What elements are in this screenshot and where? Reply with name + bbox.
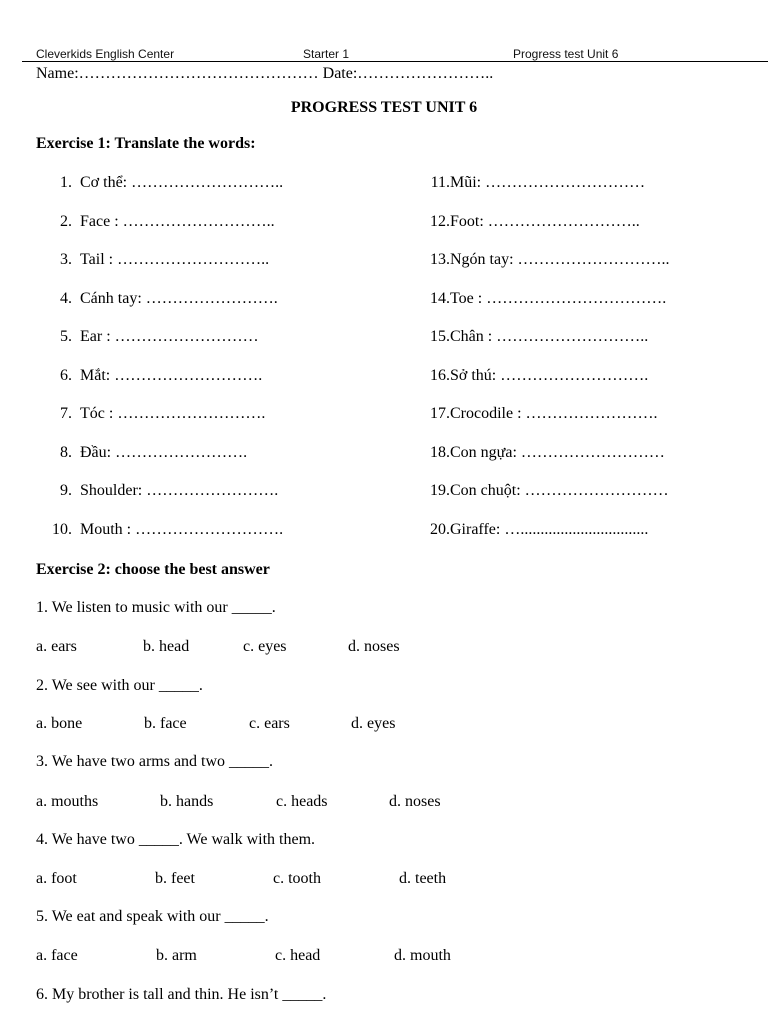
vocab-word: Tail : ………………………..: [80, 251, 270, 268]
page-title: PROGRESS TEST UNIT 6: [290, 99, 478, 116]
vocab-item: [428, 290, 666, 308]
vocab-word: Giraffe: …................................: [450, 520, 649, 538]
answer-option: c. eyes: [243, 638, 287, 655]
vocab-number: 20.: [430, 520, 450, 538]
vocab-item: [428, 328, 648, 346]
answer-option: c. tooth: [273, 870, 321, 887]
vocab-item: [38, 444, 247, 462]
vocab-item: [38, 482, 278, 500]
vocab-word: Ngón tay: ………………………..: [450, 251, 670, 268]
answer-option: b. feet: [155, 870, 195, 887]
vocab-item: [428, 444, 665, 462]
answer-option: c. heads: [276, 793, 328, 810]
vocab-item: [38, 213, 275, 231]
vocab-number: 9.: [60, 482, 72, 499]
vocab-number: 19.: [430, 482, 450, 499]
question-text: 5. We eat and speak with our _____.: [36, 908, 269, 925]
vocab-word: Cánh tay: …………………….: [80, 289, 278, 307]
exercise2-title: Exercise 2: choose the best answer: [36, 561, 270, 578]
answer-option: b. hands: [160, 793, 214, 810]
vocab-item: [428, 521, 648, 539]
vocab-word: Foot: ………………………..: [450, 212, 640, 230]
vocab-number: 7.: [60, 405, 72, 422]
vocab-number: 2.: [60, 212, 72, 230]
question-text: 3. We have two arms and two _____.: [36, 753, 274, 770]
vocab-word: Tóc : ……………………….: [80, 405, 266, 422]
vocab-number: 4.: [60, 289, 72, 307]
vocab-item: [428, 367, 648, 385]
vocab-number: 5.: [60, 328, 72, 345]
vocab-number: 14.: [430, 289, 450, 307]
answer-option: b. arm: [156, 947, 197, 964]
vocab-item: [38, 328, 259, 346]
question-text: 2. We see with our _____.: [36, 677, 203, 694]
answer-option: a. foot: [36, 870, 77, 887]
vocab-word: Con chuột: ………………………: [450, 482, 669, 499]
question-text: 1. We listen to music with our _____.: [36, 599, 276, 616]
answer-option: d. noses: [348, 638, 400, 655]
vocab-item: [38, 521, 283, 539]
vocab-item: [38, 174, 283, 192]
vocab-number: 15.: [430, 328, 450, 345]
answer-option: a. ears: [36, 638, 77, 655]
vocab-word: Shoulder: …………………….: [80, 482, 279, 499]
vocab-item: [428, 482, 669, 500]
answer-option: c. head: [275, 947, 321, 964]
vocab-number: 8.: [60, 443, 72, 461]
header-center-name: Cleverkids English Center: [36, 47, 175, 61]
vocab-number: 13.: [430, 251, 450, 268]
vocab-word: Con ngựa: ………………………: [450, 443, 665, 461]
answer-option: d. eyes: [351, 715, 396, 732]
answer-option: d. teeth: [399, 870, 447, 887]
vocab-number: 16.: [430, 366, 450, 384]
answer-option: a. face: [36, 947, 78, 964]
header-test-name: Progress test Unit 6: [513, 47, 619, 61]
vocab-word: Toe : …………………………….: [450, 289, 667, 307]
header-divider: [22, 61, 768, 62]
answer-option: a. bone: [36, 715, 83, 732]
vocab-item: [428, 213, 640, 231]
vocab-word: Mouth : ……………………….: [80, 520, 284, 538]
vocab-word: Cơ thể: ………………………..: [80, 174, 284, 191]
vocab-word: Sở thú: ……………………….: [450, 366, 649, 384]
vocab-word: Face : ………………………..: [80, 212, 275, 230]
vocab-number: 3.: [60, 251, 72, 268]
vocab-number: 10.: [52, 520, 72, 538]
vocab-number: 6.: [60, 366, 72, 384]
vocab-item: [38, 290, 278, 308]
question-text: 4. We have two _____. We walk with them.: [36, 831, 316, 848]
header-course: Starter 1: [303, 47, 350, 61]
vocab-word: Đầu: …………………….: [80, 443, 248, 461]
answer-option: a. mouths: [36, 793, 99, 810]
vocab-number: 17.: [430, 405, 450, 422]
answer-option: d. mouth: [394, 947, 451, 964]
exercise1-title: Exercise 1: Translate the words:: [36, 135, 256, 152]
vocab-item: [38, 367, 262, 385]
answer-option: d. noses: [389, 793, 441, 810]
vocab-item: [38, 405, 265, 423]
vocab-number: 1.: [60, 174, 72, 191]
vocab-item: [38, 251, 269, 269]
vocab-number: 11.: [430, 174, 450, 191]
vocab-word: Mũi: …………………………: [450, 174, 646, 191]
question-text: 6. My brother is tall and thin. He isn’t _____.: [36, 986, 327, 1003]
vocab-item: [428, 405, 658, 423]
vocab-word: Chân : ………………………..: [450, 328, 649, 345]
answer-option: b. face: [144, 715, 187, 732]
vocab-word: Ear : ………………………: [80, 328, 259, 345]
name-date-line: Name:……………………………………… Date:……………………..: [36, 65, 494, 82]
vocab-number: 12.: [430, 212, 450, 230]
vocab-item: [428, 251, 670, 269]
answer-option: b. head: [143, 638, 190, 655]
vocab-word: Crocodile : …………………….: [450, 405, 658, 422]
vocab-number: 18.: [430, 443, 450, 461]
page-header: [0, 47, 768, 61]
vocab-word: Mắt: ……………………….: [80, 366, 263, 384]
answer-option: c. ears: [249, 715, 290, 732]
vocab-item: [428, 174, 645, 192]
